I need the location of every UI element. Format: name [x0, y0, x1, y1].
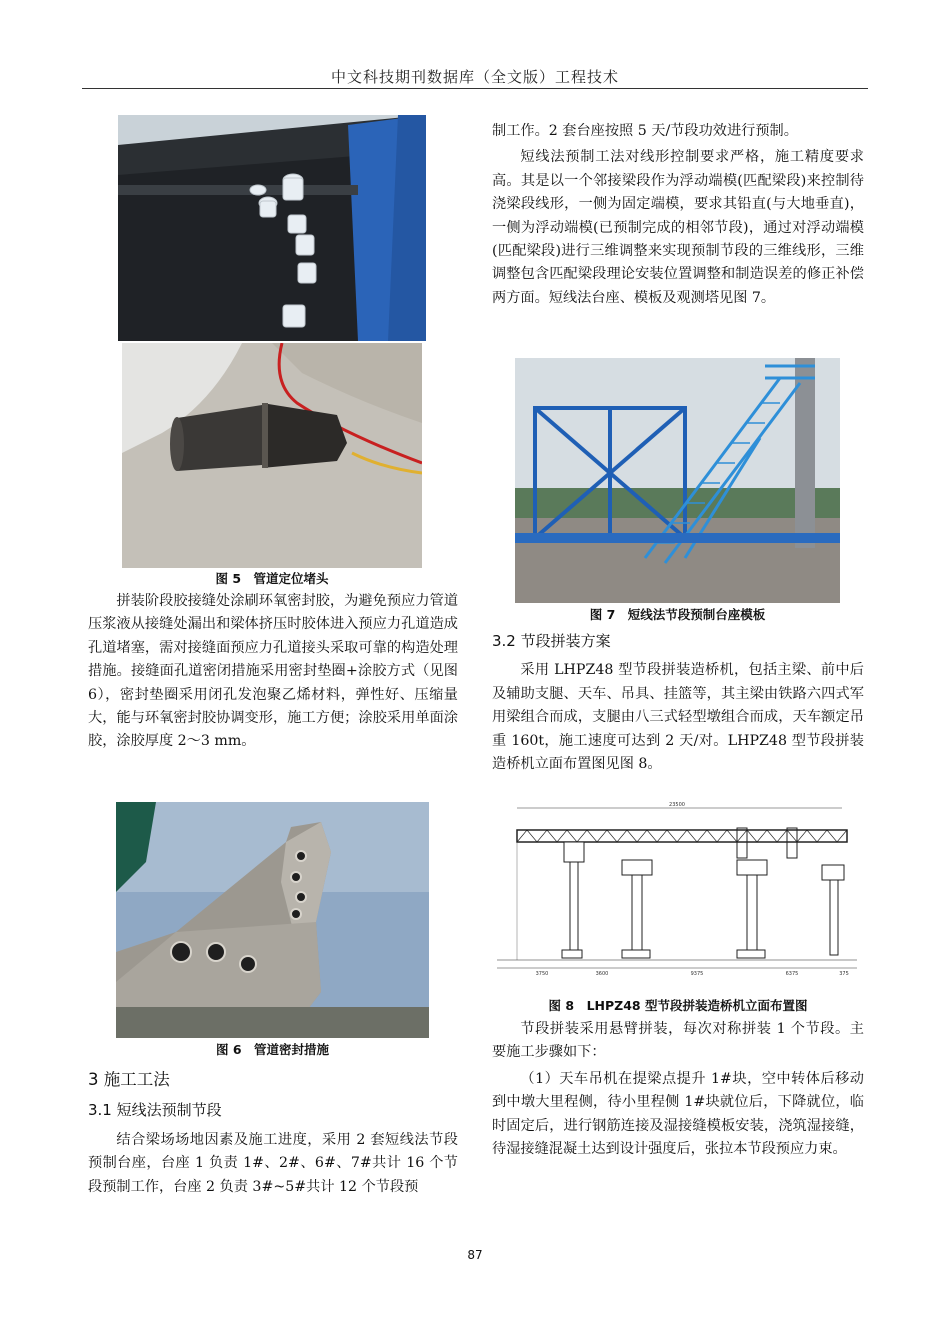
fig5-caption: 图 5 管道定位堵头	[215, 571, 329, 586]
fig7-photo	[515, 358, 840, 603]
fig8-dim-top: 23500	[669, 802, 685, 808]
fig8-dim-1: 3750	[535, 971, 549, 977]
left-para-prefab: 结合梁场场地因素及施工进度，采用 2 套短线法节段预制台座，台座 1 负责 1#、2#、6#、7#共计 16 个节段预制工作，台座 2 负责 3#~5#共计 12 个节段预	[88, 1131, 458, 1195]
right-para-cont: 制工作。2 套台座按照 5 天/节段功效进行预制。	[492, 123, 798, 139]
journal-header: 中文科技期刊数据库（全文版）工程技术	[330, 68, 619, 86]
right-para-shortline: 短线法预制工法对线形控制要求严格，施工精度要求高。其是以一个邻接梁段作为浮动端模(匹配梁段)来控制待浇梁段线形，一侧为固定端模，要求其铅直(与大地垂直)，一侧为浮动端模(已预制完成的相邻节段)，通过对浮动端模(匹配梁段)进行三维调整来实现预制节段的三维线形，三维调整包含匹配梁段理论安装位置调整和制造误差的修正补偿两方面。短线法台座、模板及观测塔见图 7。	[492, 149, 864, 306]
fig8-caption: 图 8 LHPZ48 型节段拼装造桥机立面布置图	[548, 998, 808, 1013]
header-rule	[82, 88, 868, 89]
right-para-cantilever: 节段拼装采用悬臂拼装，每次对称拼装 1 个节段。主要施工步骤如下：	[492, 1021, 864, 1061]
fig8-dim-2: 3600	[595, 971, 609, 977]
section-3-2-heading: 3.2 节段拼装方案	[492, 632, 611, 650]
fig8-dim-5: 375	[839, 971, 849, 977]
section-3-1-heading: 3.1 短线法预制节段	[88, 1101, 222, 1120]
fig5-photo-top	[118, 115, 426, 341]
right-para-machine: 采用 LHPZ48 型节段拼装造桥机，包括主梁、前中后及辅助支腿、天车、吊具、挂篮等，其主梁由铁路六四式军用梁组合而成，支腿由八三式轻型墩组合而成，天车额定吊重 160t，施工速度可达到 2 天/对。LHPZ48 型节段拼装造桥机立面布置图见图 8。	[492, 662, 864, 773]
page-number: 87	[467, 1248, 483, 1262]
fig6-photo	[116, 802, 429, 1038]
fig8-dim-3: 9375	[690, 971, 704, 977]
left-para-sealant: 拼装阶段胶接缝处涂刷环氧密封胶，为避免预应力管道压浆液从接缝处漏出和梁体挤压时胶体进入预应力孔道造成孔道堵塞，需对接缝面预应力孔道接头采取可靠的构造处理措施。接缝面孔道密闭措施采用密封垫圈+涂胶方式（见图6），密封垫圈采用闭孔发泡聚乙烯材料，弹性好、压缩量大，能与环氧密封胶协调变形，施工方便；涂胶采用单面涂胶，涂胶厚度 2～3 mm。	[88, 593, 458, 750]
right-para-step1: （1）天车吊机在提梁点提升 1#块，空中转体后移动到中墩大里程侧，待小里程侧 1#块就位后，下降就位，临时固定后，进行钢筋连接及湿接缝模板安装，浇筑湿接缝，待湿接缝混凝土达到设计强度后，张拉本节段预应力束。	[492, 1070, 864, 1158]
fig8-drawing	[492, 800, 864, 990]
fig5-photo-bottom	[122, 343, 422, 568]
section-3-heading: 3 施工工法	[88, 1070, 170, 1089]
fig7-caption: 图 7 短线法节段预制台座模板	[589, 607, 766, 622]
fig8-dim-4: 6375	[785, 971, 799, 977]
fig6-caption: 图 6 管道密封措施	[215, 1042, 330, 1057]
